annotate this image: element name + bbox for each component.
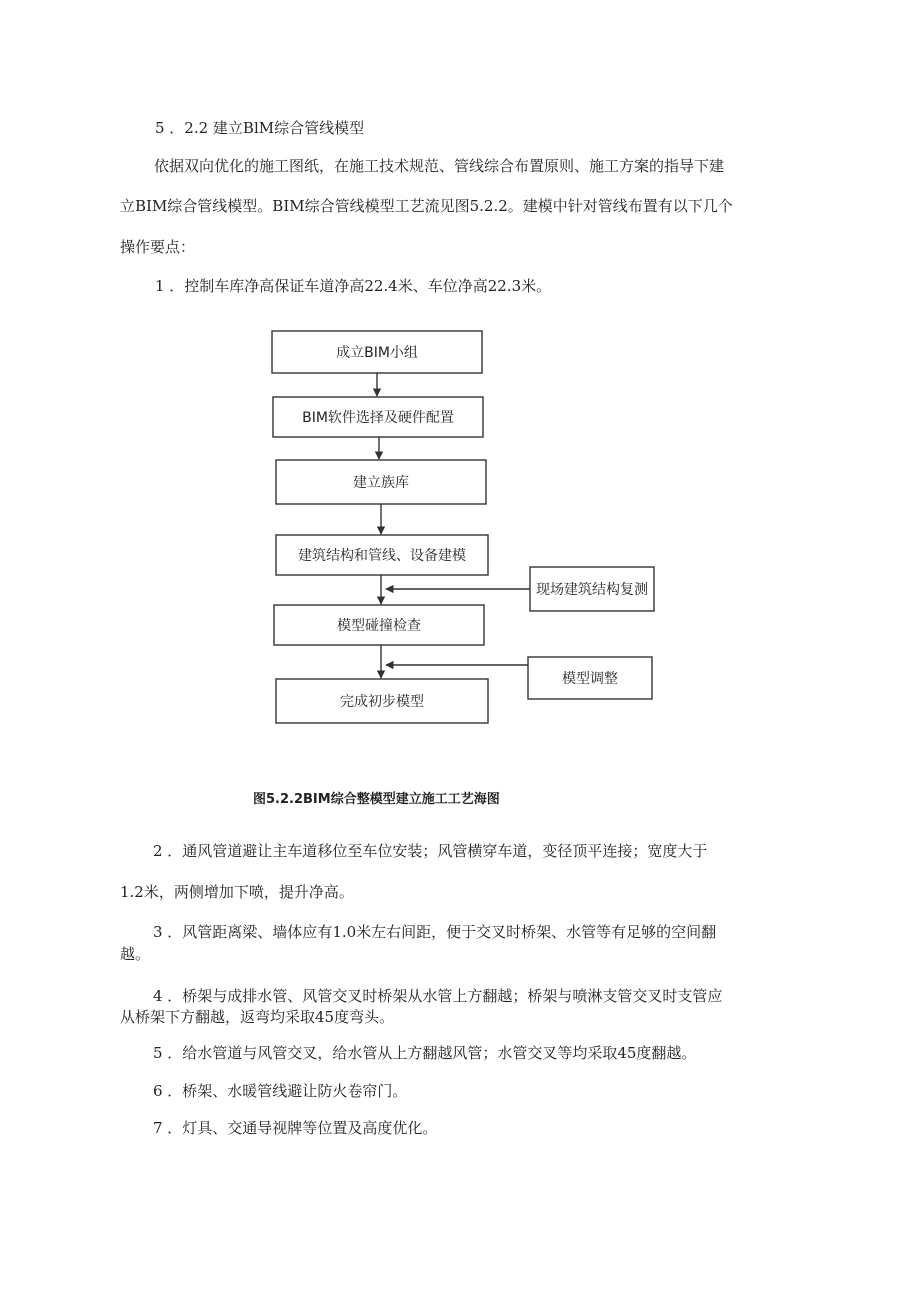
intro-line-2: 立BIM综合管线模型。BIM综合管线模型工艺流见图5.2.2。建模中针对管线布置有以下几个 — [120, 197, 733, 215]
flow-side-step-1: 现场建筑结构复测 — [536, 582, 648, 598]
flow-step-1: 成立BIM小组 — [336, 345, 418, 361]
point-7: 7 ．灯具、交通导视牌等位置及高度优化。 — [153, 1119, 438, 1137]
point-2-line-1: 2 ．通风管道避让主车道移位至车位安装；风管横穿车道，变径顶平连接；宽度大于 — [153, 842, 708, 860]
point-2-line-2: 1.2米，两侧增加下喷，提升净高。 — [120, 883, 354, 901]
point-5: 5 ．给水管道与风管交叉，给水管从上方翻越风管；水管交叉等均采取45度翻越。 — [153, 1044, 697, 1062]
flow-step-3: 建立族库 — [353, 475, 409, 491]
flow-step-6: 完成初步模型 — [340, 694, 424, 710]
section-heading: 5 ．2.2 建立BlM综合管线模型 — [155, 119, 365, 137]
point-4-line-1: 4 ．桥架与成排水管、风管交叉时桥架从水管上方翻越；桥架与喷淋支管交叉时支管应 — [153, 987, 723, 1005]
point-3-line-2: 越。 — [120, 945, 151, 963]
flow-step-5: 模型碰撞检查 — [337, 618, 421, 634]
intro-line-1: 依据双向优化的施工图纸，在施工技术规范、管线综合布置原则、施工方案的指导下建 — [154, 157, 725, 175]
figure-caption: 图5.2.2BIM综合整模型建立施工工艺海图 — [253, 792, 500, 807]
flow-step-4: 建筑结构和管线、设备建模 — [298, 548, 466, 564]
point-1: 1 ．控制车库净高保证车道净高22.4米、车位净高22.3米。 — [155, 277, 552, 295]
point-3-line-1: 3 ．风管距离梁、墙体应有1.0米左右间距，便于交叉时桥架、水管等有足够的空间翻 — [153, 923, 717, 941]
flow-step-2: BIM软件选择及硬件配置 — [302, 410, 454, 426]
point-4-line-2: 从桥架下方翻越，返弯均采取45度弯头。 — [120, 1008, 395, 1026]
point-6: 6 ．桥架、水暖管线避让防火卷帘门。 — [153, 1082, 408, 1100]
flow-side-step-2: 模型调整 — [562, 671, 618, 687]
intro-line-3: 操作要点： — [120, 238, 196, 256]
